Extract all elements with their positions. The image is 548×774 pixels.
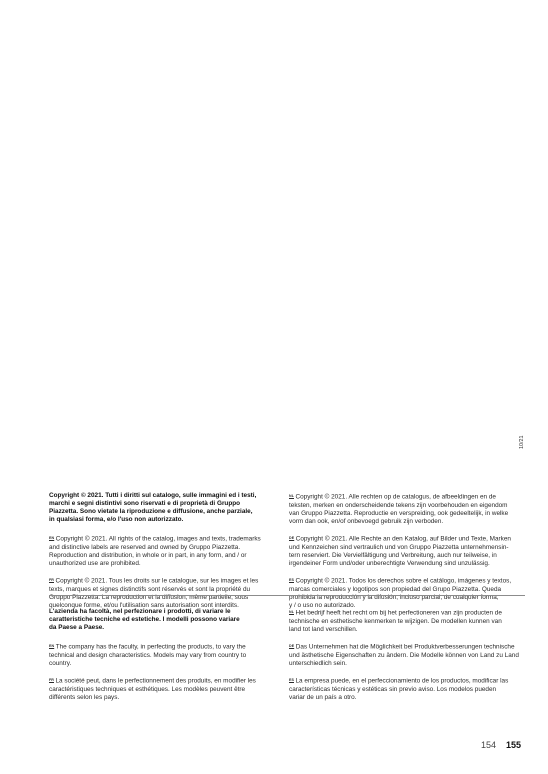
- lang-tag-de: DE: [289, 644, 295, 648]
- changes-en: [49, 642, 274, 668]
- lang-tag-nl: NL: [289, 610, 294, 614]
- copyright-de: [289, 534, 525, 568]
- section-divider: [49, 595, 525, 596]
- changes-en-text: The company has the faculty, in perfecting the products, to vary the technical and design characteristics. Models may vary from country to country.: [49, 643, 247, 667]
- changes-es: [289, 676, 525, 702]
- changes-fr-text: La société peut, dans le perfectionnement des produits, en modifier les caractéristiques techniques et esthétiques. Les modèles peuvent être différents selon les pays.: [49, 677, 256, 701]
- changes-nl: [289, 608, 525, 634]
- lang-tag-es: ES: [289, 678, 294, 682]
- page-number-right: 155: [506, 740, 522, 750]
- lang-tag-de: DE: [289, 536, 295, 540]
- changes-fr: [49, 676, 274, 702]
- copyright-en-text: Copyright © 2021. All rights of the catalog, images and texts, trademarks and distinctive labels are reserved and owned by Gruppo Piazzetta. Reproduction and distribution, in whole or in part, in any form, and / or unauthorized use are prohibited.: [49, 535, 261, 567]
- lang-tag-es: ES: [289, 578, 294, 582]
- copyright-fr: [49, 576, 274, 610]
- copyright-es: [289, 576, 525, 610]
- changes-it: L'azienda ha facoltà, nel perfezionare i prodotti, di variare le caratteristiche tecniche ed estetiche. I modelli possono variare da Paese a Paese.: [49, 608, 240, 632]
- copyright-es-text: Copyright © 2021. Todos los derechos sobre el catálogo, imágenes y textos, marcas comerciales y logotipos son propiedad del Grupo Piazzetta. Queda prohibida la reproducción y la difusión, incluso parcial, de cualquier forma, y / o uso no autorizado.: [289, 577, 512, 609]
- lang-tag-fr: FR: [49, 578, 54, 582]
- copyright-fr-text: Copyright © 2021. Tous les droits sur le catalogue, sur les images et les texts, marques et signes distinctifs sont réservés et sont la propriété du Gruppo Piazzetta. La reproduction et la diffusion, même partielle, sous quelconque forme, et/ou l'utilisation sans autorisation sont interdits.: [49, 577, 259, 609]
- changes-es-text: La empresa puede, en el perfeccionamiento de los productos, modificar las características técnicas y estéticas sin previo aviso. Los modelos pueden variar de un país a otro.: [289, 677, 509, 701]
- copyright-en: [49, 534, 274, 568]
- copyright-nl: [289, 492, 525, 526]
- lang-tag-en: EN: [49, 644, 55, 648]
- copyright-it: Copyright © 2021. Tutti i diritti sul catalogo, sulle immagini ed i testi, marchi e segni distintivi sono riservati e di proprietà di Gruppo Piazzetta. Sono vietate la riproduzione e diffusione, anche parziale, in qualsiasi forma, e/o l'uso non autorizzato.: [49, 492, 257, 524]
- copyright-nl-text: Copyright © 2021. Alle rechten op de catalogus, de afbeeldingen en de teksten, merken en onderscheidende tekens zijn voorbehouden en eigendom van Gruppo Piazzetta. Reproductie en verspreiding, ook gedeeltelijk, in welke vorm dan ook, en/of onbevoegd gebruik zijn verboden.: [289, 493, 509, 525]
- copyright-de-text: Copyright © 2021. Alle Rechte an den Katalog, auf Bilder und Texte, Marken und Kennzeichen sind vertraulich und von Gruppo Piazzetta unternehmensin- tern reserviert. Die Vervielfältigung und Verbreitung, auch nur teilweise, in irgendeiner Form und/oder unberechtigte Verwendung sind unzulässig.: [289, 535, 511, 567]
- lang-tag-nl: NL: [289, 494, 294, 498]
- changes-de-text: Das Unternehmen hat die Möglichkeit bei Produktverbesserungen technische und ästhetische Eigenschaften zu ändern. Die Modelle können von Land zu Land unterschiedlich sein.: [289, 643, 519, 667]
- page-number-left: 154: [481, 740, 497, 750]
- lang-tag-en: EN: [49, 536, 55, 540]
- changes-de: [289, 642, 525, 668]
- lang-tag-fr: FR: [49, 678, 54, 682]
- edition-code: 10/21: [519, 435, 525, 449]
- changes-nl-text: Het bedrijf heeft het recht om bij het perfectioneren van zijn producten de technische en esthetische kenmerken te wijzigen. De modellen kunnen van land tot land verschillen.: [289, 609, 502, 633]
